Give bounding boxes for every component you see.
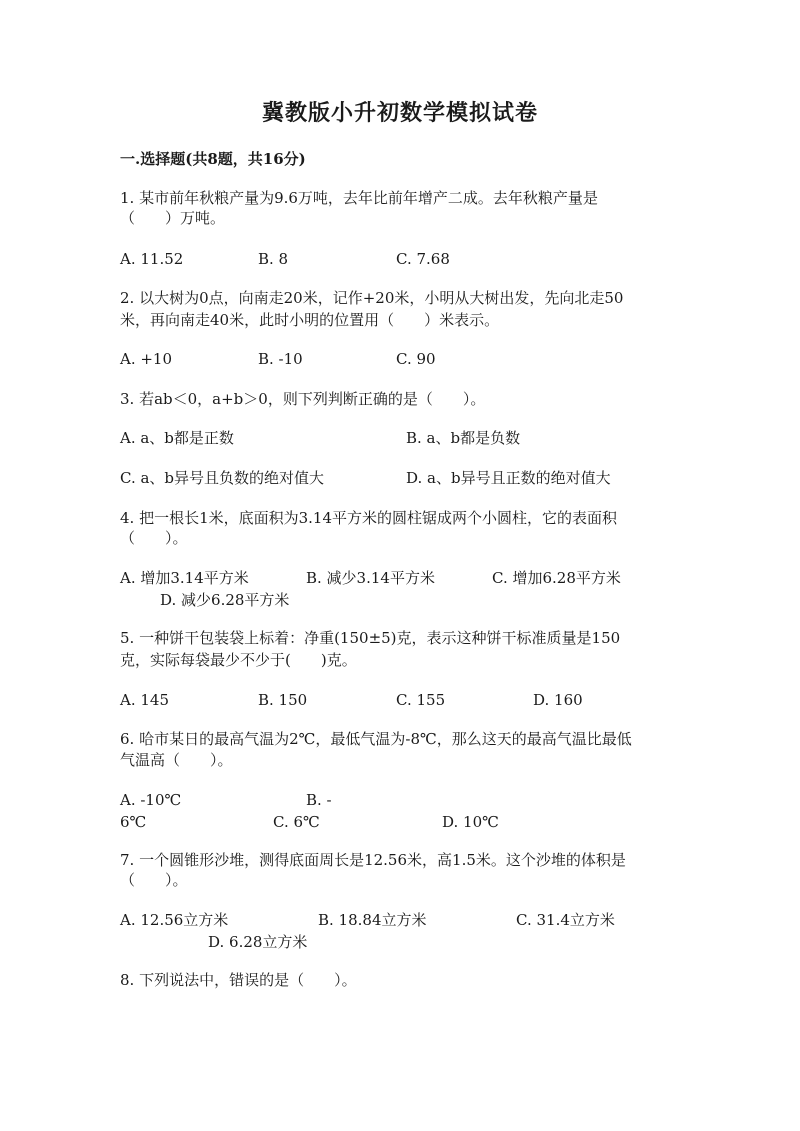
question-3-option-d: D. a、b异号且正数的绝对值大 — [406, 469, 611, 487]
question-1-option-c: C. 7.68 — [396, 250, 450, 268]
question-4-option-c: C. 增加6.28平方米 — [492, 569, 621, 587]
question-6-option-a: A. -10℃ — [120, 791, 182, 809]
page-title: 冀教版小升初数学模拟试卷 — [261, 100, 538, 126]
question-5-line-2: 克，实际每袋最少不少于( )克。 — [120, 651, 357, 669]
question-3-option-b: B. a、b都是负数 — [406, 429, 521, 447]
question-6-option-b-wrap: 6℃ — [120, 813, 147, 831]
question-4-option-d: D. 减少6.28平方米 — [160, 591, 290, 609]
question-5-line-1: 5. 一种饼干包装袋上标着：净重(150±5)克，表示这种饼干标准质量是150 — [120, 629, 621, 647]
question-7-option-c: C. 31.4立方米 — [516, 911, 615, 929]
question-6-option-b: B. - — [306, 791, 332, 809]
question-8-line-1: 8. 下列说法中，错误的是（ ）。 — [120, 971, 357, 989]
question-4-line-2: （ ）。 — [120, 529, 188, 547]
question-3-line-1: 3. 若ab＜0，a+b＞0，则下列判断正确的是（ ）。 — [120, 390, 486, 408]
question-1-line-2: （ ）万吨。 — [120, 209, 226, 227]
question-4-option-a: A. 增加3.14平方米 — [120, 569, 249, 587]
question-5-option-c: C. 155 — [396, 691, 446, 709]
question-4-line-1: 4. 把一根长1米，底面积为3.14平方米的圆柱锯成两个小圆柱，它的表面积 — [120, 509, 618, 527]
question-7-line-2: （ ）。 — [120, 871, 188, 889]
question-6-option-c: C. 6℃ — [273, 813, 320, 831]
question-6-option-d: D. 10℃ — [442, 813, 499, 831]
question-6-line-2: 气温高（ ）。 — [120, 751, 233, 769]
question-2-line-2: 米，再向南走40米，此时小明的位置用（ ）米表示。 — [120, 311, 500, 329]
question-3-option-c: C. a、b异号且负数的绝对值大 — [120, 469, 325, 487]
question-2-option-a: A. +10 — [120, 350, 173, 368]
section-heading: 一.选择题(共8题，共16分) — [120, 150, 306, 168]
question-5-option-b: B. 150 — [258, 691, 308, 709]
question-2-option-b: B. -10 — [258, 350, 303, 368]
question-7-option-b: B. 18.84立方米 — [318, 911, 427, 929]
question-2-option-c: C. 90 — [396, 350, 436, 368]
question-1-line-1: 1. 某市前年秋粮产量为9.6万吨，去年比前年增产二成。去年秋粮产量是 — [120, 189, 598, 207]
question-7-option-d: D. 6.28立方米 — [208, 933, 308, 951]
question-7-line-1: 7. 一个圆锥形沙堆，测得底面周长是12.56米，高1.5米。这个沙堆的体积是 — [120, 851, 626, 869]
question-4-option-b: B. 减少3.14平方米 — [306, 569, 435, 587]
question-2-line-1: 2. 以大树为0点，向南走20米，记作+20米，小明从大树出发，先向北走50 — [120, 289, 624, 307]
question-1-option-b: B. 8 — [258, 250, 289, 268]
question-6-line-1: 6. 哈市某日的最高气温为2℃，最低气温为-8℃，那么这天的最高气温比最低 — [120, 730, 632, 748]
question-1-option-a: A. 11.52 — [120, 250, 184, 268]
question-5-option-a: A. 145 — [120, 691, 169, 709]
question-3-option-a: A. a、b都是正数 — [120, 429, 234, 447]
question-5-option-d: D. 160 — [533, 691, 583, 709]
question-7-option-a: A. 12.56立方米 — [120, 911, 229, 929]
